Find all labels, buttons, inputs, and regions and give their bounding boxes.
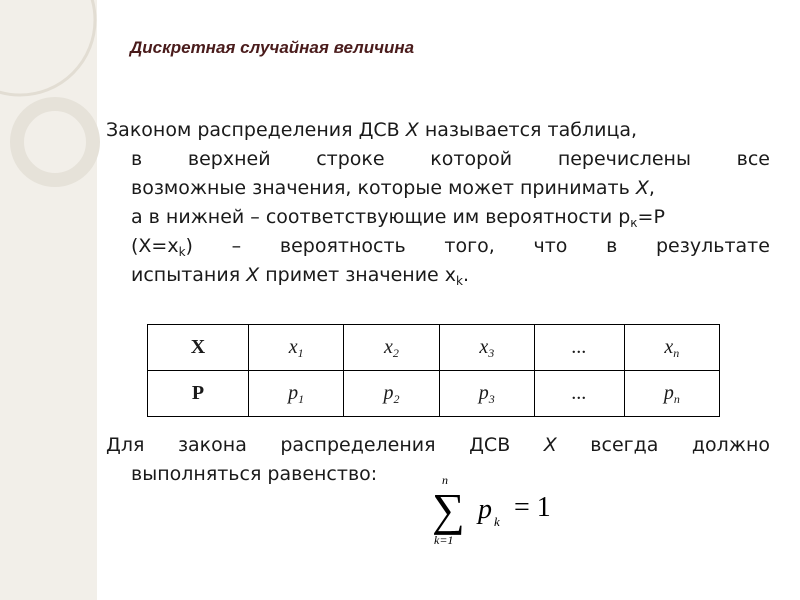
word: которой — [430, 148, 513, 170]
word: распределения — [280, 434, 436, 456]
table-row-p — [148, 371, 720, 417]
text: ) — [185, 235, 193, 257]
subscript: k — [178, 245, 186, 259]
sigma-symbol: ∑ — [432, 484, 465, 535]
word: все — [736, 148, 770, 170]
word: должно — [691, 434, 770, 456]
cell-value: x — [288, 336, 298, 358]
row-header-p: P — [148, 371, 249, 417]
cell-value: x — [664, 336, 674, 358]
word: результате — [656, 235, 770, 257]
cell-value: p — [288, 382, 299, 404]
variable: Х — [405, 119, 419, 141]
condition-line: выполняться равенство: — [131, 463, 378, 485]
table-cell — [624, 371, 719, 417]
cell-subscript: n — [673, 346, 680, 360]
cell-subscript: n — [673, 392, 680, 406]
table-cell — [534, 371, 624, 417]
word: ДСВ — [469, 434, 511, 456]
text: (X=x — [131, 235, 179, 257]
text: . — [462, 264, 470, 286]
variable: Х — [246, 264, 260, 286]
table-cell — [439, 371, 534, 417]
cell-subscript: 1 — [298, 392, 305, 406]
text: испытания — [131, 264, 247, 286]
decorative-ring — [0, 0, 95, 95]
cell-value: x — [384, 336, 393, 358]
upper-limit: n — [442, 473, 448, 487]
table-row-x — [148, 325, 720, 371]
word: того, — [444, 235, 495, 257]
term-p: p — [478, 494, 492, 525]
table-cell — [249, 325, 344, 371]
lower-limit: k=1 — [434, 533, 454, 547]
row-header-x: X — [148, 325, 249, 371]
text: возможные значения, которые может принимать — [131, 177, 636, 199]
distribution-table — [147, 324, 720, 417]
cell-value: ... — [571, 382, 587, 404]
term-subscript: k — [494, 514, 500, 529]
definition-paragraph — [106, 116, 770, 290]
cell-subscript: 3 — [488, 392, 495, 406]
cell-value: p — [663, 382, 674, 404]
table-cell — [344, 325, 439, 371]
equals-one: = 1 — [514, 492, 551, 523]
subscript: k — [456, 274, 463, 288]
word: вероятность — [279, 235, 406, 257]
word: в — [606, 235, 618, 257]
condition-line — [106, 431, 770, 460]
text: , — [648, 177, 655, 199]
definition-line — [106, 116, 770, 145]
word — [131, 232, 193, 261]
cell-value: ... — [571, 336, 587, 358]
cell-subscript: 1 — [297, 346, 304, 360]
table-cell — [624, 325, 719, 371]
word: в — [131, 148, 143, 170]
word: Для — [106, 434, 145, 456]
word: всегда — [590, 434, 659, 456]
subscript: к — [630, 216, 638, 230]
definition-line — [106, 261, 770, 290]
cell-value: x — [479, 336, 489, 358]
cell-value: p — [383, 382, 394, 404]
word: перечислены — [557, 148, 691, 170]
cell-subscript: 3 — [488, 346, 495, 360]
table-cell — [249, 371, 344, 417]
word: строке — [316, 148, 385, 170]
word: верхней — [187, 148, 271, 170]
word: – — [231, 235, 242, 257]
text: а в нижней – соответствующие им вероятности p — [131, 206, 631, 228]
text: =P — [637, 206, 665, 228]
table-cell — [344, 371, 439, 417]
word: что — [533, 235, 568, 257]
definition-line — [106, 145, 770, 174]
cell-value: p — [478, 382, 489, 404]
definition-line — [106, 174, 770, 203]
text: называется таблица, — [418, 119, 638, 141]
word: закона — [177, 434, 247, 456]
text: примет значение x — [259, 264, 457, 286]
sum-formula — [430, 470, 590, 550]
definition-line — [106, 203, 770, 232]
text: Законом распределения ДСВ — [106, 119, 406, 141]
cell-subscript: 2 — [393, 392, 400, 406]
slide-title: Дискретная случайная величина — [130, 38, 415, 57]
decorative-ring — [17, 104, 93, 180]
table-cell — [439, 325, 534, 371]
table-cell — [534, 325, 624, 371]
definition-line — [106, 232, 770, 261]
variable: Х — [543, 434, 557, 456]
cell-subscript: 2 — [392, 346, 399, 360]
variable: Х — [635, 177, 649, 199]
